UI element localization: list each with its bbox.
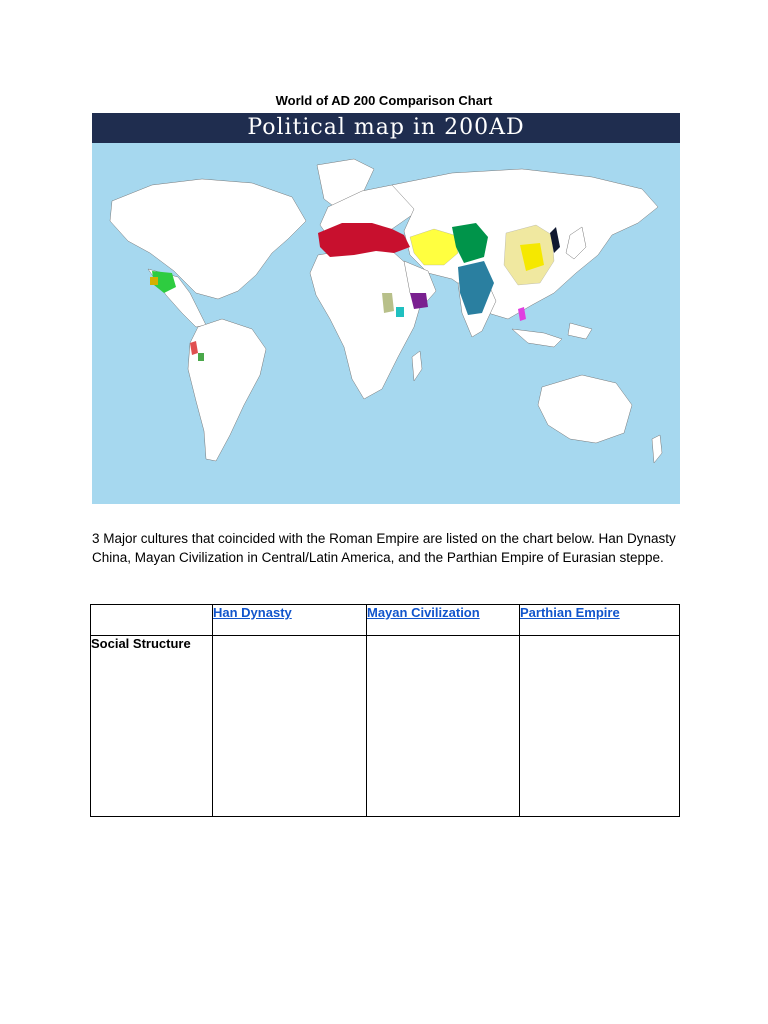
cell-social-structure-han[interactable]	[213, 636, 367, 817]
row-header-social-structure: Social Structure	[91, 636, 213, 817]
table-header-row	[91, 605, 680, 636]
intro-paragraph: 3 Major cultures that coincided with the Roman Empire are listed on the chart below. Han Dynasty China, Mayan Civilization in Central/Latin America, and the Parthian Empire of Eurasian steppe.	[92, 531, 676, 565]
column-header-parthian-empire[interactable]: Parthian Empire	[520, 605, 680, 636]
comparison-table	[90, 604, 680, 817]
cell-social-structure-parthia[interactable]	[520, 636, 680, 817]
cell-social-structure-maya[interactable]	[367, 636, 520, 817]
map-banner-title: Political map in 200AD	[92, 113, 680, 143]
table-corner-cell	[91, 605, 213, 636]
document-title: World of AD 200 Comparison Chart	[275, 93, 493, 108]
column-header-mayan-civilization[interactable]: Mayan Civilization	[367, 605, 520, 636]
world-map	[92, 143, 680, 504]
political-map-figure	[92, 113, 680, 504]
table-row	[91, 636, 680, 817]
column-header-han-dynasty[interactable]: Han Dynasty	[213, 605, 367, 636]
